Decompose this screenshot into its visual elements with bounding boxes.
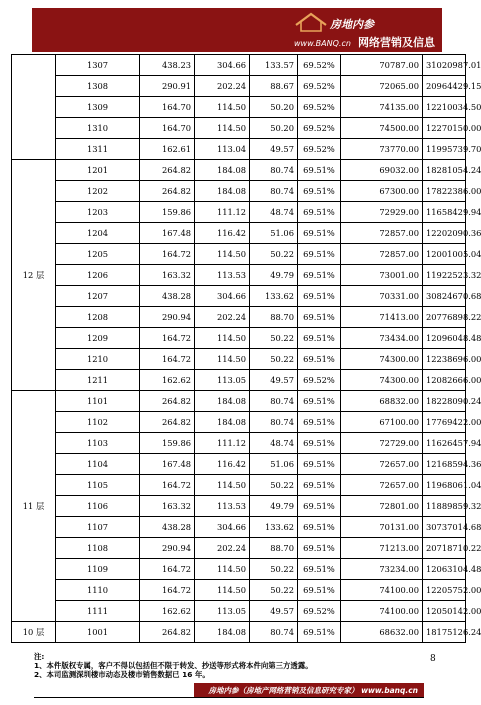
unit-price-cell: 74100.00 (341, 580, 423, 601)
total-price-cell: 20964429.15 (423, 76, 466, 97)
room-cell: 1210 (56, 349, 140, 370)
shared-area-cell: 133.57 (250, 55, 298, 76)
total-price-cell: 20718710.22 (423, 538, 466, 559)
area-cell: 163.32 (140, 265, 195, 286)
ratio-cell: 69.51% (298, 223, 341, 244)
total-price-cell: 17822386.00 (423, 181, 466, 202)
shared-area-cell: 133.62 (250, 286, 298, 307)
area-cell: 438.23 (140, 55, 195, 76)
unit-price-cell: 70331.00 (341, 286, 423, 307)
area-cell: 164.72 (140, 349, 195, 370)
total-price-cell: 11995739.70 (423, 139, 466, 160)
page-number: 8 (430, 654, 436, 664)
shared-area-cell: 48.74 (250, 202, 298, 223)
unit-price-cell: 74300.00 (341, 349, 423, 370)
shared-area-cell: 51.06 (250, 223, 298, 244)
ratio-cell: 69.52% (298, 55, 341, 76)
shared-area-cell: 88.70 (250, 538, 298, 559)
area-cell: 264.82 (140, 622, 195, 643)
area-cell: 264.82 (140, 391, 195, 412)
room-cell: 1110 (56, 580, 140, 601)
shared-area-cell: 49.79 (250, 496, 298, 517)
shared-area-cell: 49.79 (250, 265, 298, 286)
inner-area-cell: 114.50 (195, 328, 250, 349)
area-cell: 438.28 (140, 517, 195, 538)
room-cell: 1102 (56, 412, 140, 433)
shared-area-cell: 88.70 (250, 307, 298, 328)
inner-area-cell: 116.42 (195, 223, 250, 244)
total-price-cell: 18281054.24 (423, 160, 466, 181)
room-cell: 1109 (56, 559, 140, 580)
total-price-cell: 12050142.00 (423, 601, 466, 622)
ratio-cell: 69.52% (298, 139, 341, 160)
unit-price-cell: 72657.00 (341, 454, 423, 475)
shared-area-cell: 80.74 (250, 160, 298, 181)
room-cell: 1106 (56, 496, 140, 517)
shared-area-cell: 80.74 (250, 412, 298, 433)
shared-area-cell: 80.74 (250, 622, 298, 643)
room-cell: 1104 (56, 454, 140, 475)
inner-area-cell: 114.50 (195, 475, 250, 496)
total-price-cell: 12270150.00 (423, 118, 466, 139)
shared-area-cell: 50.20 (250, 97, 298, 118)
price-table (11, 54, 481, 643)
shared-area-cell: 49.57 (250, 601, 298, 622)
inner-area-cell: 304.66 (195, 55, 250, 76)
table-row (12, 496, 466, 517)
inner-area-cell: 114.50 (195, 559, 250, 580)
table-row (12, 139, 466, 160)
inner-area-cell: 184.08 (195, 391, 250, 412)
ratio-cell: 69.51% (298, 265, 341, 286)
table-row (12, 475, 466, 496)
inner-area-cell: 113.04 (195, 139, 250, 160)
shared-area-cell: 80.74 (250, 391, 298, 412)
shared-area-cell: 80.74 (250, 181, 298, 202)
area-cell: 167.48 (140, 454, 195, 475)
unit-price-cell: 70131.00 (341, 517, 423, 538)
area-cell: 162.61 (140, 139, 195, 160)
room-cell: 1101 (56, 391, 140, 412)
logo-text: 房地内参 (330, 18, 374, 31)
total-price-cell: 12210034.50 (423, 97, 466, 118)
shared-area-cell: 133.62 (250, 517, 298, 538)
total-price-cell: 20776898.22 (423, 307, 466, 328)
unit-price-cell: 71213.00 (341, 538, 423, 559)
inner-area-cell: 116.42 (195, 454, 250, 475)
total-price-cell: 11658429.94 (423, 202, 466, 223)
shared-area-cell: 49.57 (250, 370, 298, 391)
ratio-cell: 69.51% (298, 538, 341, 559)
ratio-cell: 69.51% (298, 391, 341, 412)
inner-area-cell: 114.50 (195, 118, 250, 139)
shared-area-cell: 50.22 (250, 475, 298, 496)
area-cell: 290.94 (140, 538, 195, 559)
shared-area-cell: 50.22 (250, 244, 298, 265)
area-cell: 264.82 (140, 160, 195, 181)
table-row (12, 55, 466, 76)
total-price-cell: 12238696.00 (423, 349, 466, 370)
ratio-cell: 69.51% (298, 160, 341, 181)
unit-price-cell: 73434.00 (341, 328, 423, 349)
room-cell: 1207 (56, 286, 140, 307)
shared-area-cell: 88.67 (250, 76, 298, 97)
table-body (12, 55, 481, 643)
ratio-cell: 69.51% (298, 328, 341, 349)
notes-title: 注: (34, 652, 45, 661)
inner-area-cell: 113.53 (195, 265, 250, 286)
ratio-cell: 69.51% (298, 412, 341, 433)
total-price-cell: 18228090.24 (423, 391, 466, 412)
area-cell: 290.94 (140, 307, 195, 328)
area-cell: 290.91 (140, 76, 195, 97)
inner-area-cell: 202.24 (195, 307, 250, 328)
ratio-cell: 69.51% (298, 433, 341, 454)
total-price-cell: 11968061.04 (423, 475, 466, 496)
ratio-cell: 69.51% (298, 622, 341, 643)
room-cell: 1201 (56, 160, 140, 181)
table-row (12, 97, 466, 118)
total-price-cell: 11922523.32 (423, 265, 466, 286)
ratio-cell: 69.51% (298, 244, 341, 265)
ratio-cell: 69.51% (298, 349, 341, 370)
table-row (12, 412, 466, 433)
room-cell: 1310 (56, 118, 140, 139)
ratio-cell: 69.51% (298, 580, 341, 601)
room-cell: 1209 (56, 328, 140, 349)
total-price-cell: 30737014.68 (423, 517, 466, 538)
room-cell: 1108 (56, 538, 140, 559)
area-cell: 164.72 (140, 559, 195, 580)
unit-price-cell: 72657.00 (341, 475, 423, 496)
room-cell: 1111 (56, 601, 140, 622)
inner-area-cell: 184.08 (195, 412, 250, 433)
table-row (12, 391, 466, 412)
table-row (12, 517, 466, 538)
area-cell: 162.62 (140, 601, 195, 622)
ratio-cell: 69.52% (298, 97, 341, 118)
inner-area-cell: 114.50 (195, 244, 250, 265)
area-cell: 159.86 (140, 202, 195, 223)
unit-price-cell: 68832.00 (341, 391, 423, 412)
total-price-cell: 11889859.32 (423, 496, 466, 517)
shared-area-cell: 48.74 (250, 433, 298, 454)
unit-price-cell: 72857.00 (341, 244, 423, 265)
area-cell: 163.32 (140, 496, 195, 517)
table-row (12, 160, 466, 181)
inner-area-cell: 202.24 (195, 538, 250, 559)
inner-area-cell: 111.12 (195, 202, 250, 223)
total-price-cell: 12096048.48 (423, 328, 466, 349)
ratio-cell: 69.51% (298, 454, 341, 475)
area-cell: 264.82 (140, 181, 195, 202)
notes-line-2: 2、本司监测深圳楼市动态及楼市销售数据已 16 年。 (34, 670, 210, 679)
room-cell: 1206 (56, 265, 140, 286)
area-cell: 438.28 (140, 286, 195, 307)
room-cell: 1307 (56, 55, 140, 76)
inner-area-cell: 202.24 (195, 76, 250, 97)
total-price-cell: 12063104.48 (423, 559, 466, 580)
unit-price-cell: 67100.00 (341, 412, 423, 433)
room-cell: 1205 (56, 244, 140, 265)
logo-url: www.BANQ.cn (294, 39, 351, 48)
table-row (12, 244, 466, 265)
ratio-cell: 69.51% (298, 286, 341, 307)
unit-price-cell: 74300.00 (341, 370, 423, 391)
area-cell: 164.72 (140, 475, 195, 496)
ratio-cell: 69.51% (298, 475, 341, 496)
shared-area-cell: 50.22 (250, 559, 298, 580)
total-price-cell: 17769422.00 (423, 412, 466, 433)
table-row (12, 286, 466, 307)
area-cell: 164.72 (140, 328, 195, 349)
unit-price-cell: 72857.00 (341, 223, 423, 244)
unit-price-cell: 73770.00 (341, 139, 423, 160)
area-cell: 164.70 (140, 118, 195, 139)
room-cell: 1001 (56, 622, 140, 643)
table-row (12, 454, 466, 475)
inner-area-cell: 114.50 (195, 97, 250, 118)
shared-area-cell: 51.06 (250, 454, 298, 475)
total-price-cell: 18175126.24 (423, 622, 466, 643)
notes-block (34, 652, 414, 684)
unit-price-cell: 74500.00 (341, 118, 423, 139)
total-price-cell: 11626457.94 (423, 433, 466, 454)
inner-area-cell: 113.05 (195, 370, 250, 391)
table-row (12, 118, 466, 139)
table-row (12, 265, 466, 286)
total-price-cell: 31020987.01 (423, 55, 466, 76)
shared-area-cell: 50.22 (250, 328, 298, 349)
table-row (12, 580, 466, 601)
room-cell: 1105 (56, 475, 140, 496)
inner-area-cell: 111.12 (195, 433, 250, 454)
inner-area-cell: 114.50 (195, 349, 250, 370)
unit-price-cell: 68632.00 (341, 622, 423, 643)
inner-area-cell: 113.53 (195, 496, 250, 517)
unit-price-cell: 72801.00 (341, 496, 423, 517)
area-cell: 167.48 (140, 223, 195, 244)
inner-area-cell: 304.66 (195, 517, 250, 538)
unit-price-cell: 70787.00 (341, 55, 423, 76)
room-cell: 1309 (56, 97, 140, 118)
area-cell: 162.62 (140, 370, 195, 391)
unit-price-cell: 74135.00 (341, 97, 423, 118)
inner-area-cell: 184.08 (195, 160, 250, 181)
footer-bar: 房地内参（房地产网络营销及信息研究专家） www.banq.cn (194, 683, 424, 698)
unit-price-cell: 71413.00 (341, 307, 423, 328)
unit-price-cell: 72929.00 (341, 202, 423, 223)
table-row (12, 202, 466, 223)
room-cell: 1103 (56, 433, 140, 454)
shared-area-cell: 49.57 (250, 139, 298, 160)
floor-cell: 12 层 (12, 160, 56, 391)
room-cell: 1204 (56, 223, 140, 244)
room-cell: 1107 (56, 517, 140, 538)
inner-area-cell: 184.08 (195, 181, 250, 202)
ratio-cell: 69.51% (298, 496, 341, 517)
inner-area-cell: 114.50 (195, 580, 250, 601)
inner-area-cell: 113.05 (195, 601, 250, 622)
table-row (12, 433, 466, 454)
table-row (12, 76, 466, 97)
ratio-cell: 69.51% (298, 181, 341, 202)
unit-price-cell: 69032.00 (341, 160, 423, 181)
table-row (12, 349, 466, 370)
shared-area-cell: 50.22 (250, 580, 298, 601)
area-cell: 264.82 (140, 412, 195, 433)
total-price-cell: 12205752.00 (423, 580, 466, 601)
ratio-cell: 69.52% (298, 76, 341, 97)
unit-price-cell: 72729.00 (341, 433, 423, 454)
total-price-cell: 12001005.04 (423, 244, 466, 265)
inner-area-cell: 304.66 (195, 286, 250, 307)
unit-price-cell: 72065.00 (341, 76, 423, 97)
area-cell: 164.70 (140, 97, 195, 118)
area-cell: 164.72 (140, 244, 195, 265)
total-price-cell: 12082666.00 (423, 370, 466, 391)
table-row (12, 622, 466, 643)
room-cell: 1203 (56, 202, 140, 223)
ratio-cell: 69.51% (298, 517, 341, 538)
floor-cell: 11 层 (12, 391, 56, 622)
total-price-cell: 30824670.68 (423, 286, 466, 307)
unit-price-cell: 73234.00 (341, 559, 423, 580)
house-logo-icon (294, 11, 328, 33)
room-cell: 1211 (56, 370, 140, 391)
ratio-cell: 69.51% (298, 307, 341, 328)
room-cell: 1311 (56, 139, 140, 160)
table-row (12, 601, 466, 622)
table-row (12, 223, 466, 244)
room-cell: 1202 (56, 181, 140, 202)
ratio-cell: 69.51% (298, 559, 341, 580)
header-slogan: 网络营销及信息研究专家 (358, 36, 435, 65)
area-cell: 164.72 (140, 580, 195, 601)
inner-area-cell: 184.08 (195, 622, 250, 643)
ratio-cell: 69.52% (298, 601, 341, 622)
notes-line-1: 1、本件版权专属，客户不得以包括但不限于转发、抄送等形式将本件向第三方透露。 (34, 661, 313, 670)
table-row (12, 370, 466, 391)
unit-price-cell: 67300.00 (341, 181, 423, 202)
ratio-cell: 69.51% (298, 202, 341, 223)
total-price-cell: 12202090.36 (423, 223, 466, 244)
floor-cell: 10 层 (12, 622, 56, 643)
table-row (12, 307, 466, 328)
unit-price-cell: 74100.00 (341, 601, 423, 622)
table-row (12, 328, 466, 349)
table-row (12, 181, 466, 202)
table-row (12, 559, 466, 580)
ratio-cell: 69.52% (298, 118, 341, 139)
room-cell: 1308 (56, 76, 140, 97)
area-cell: 159.86 (140, 433, 195, 454)
ratio-cell: 69.52% (298, 370, 341, 391)
shared-area-cell: 50.22 (250, 349, 298, 370)
shared-area-cell: 50.20 (250, 118, 298, 139)
floor-cell (12, 55, 56, 160)
table-row (12, 538, 466, 559)
total-price-cell: 12168594.36 (423, 454, 466, 475)
unit-price-cell: 73001.00 (341, 265, 423, 286)
room-cell: 1208 (56, 307, 140, 328)
footer-divider (34, 697, 424, 698)
